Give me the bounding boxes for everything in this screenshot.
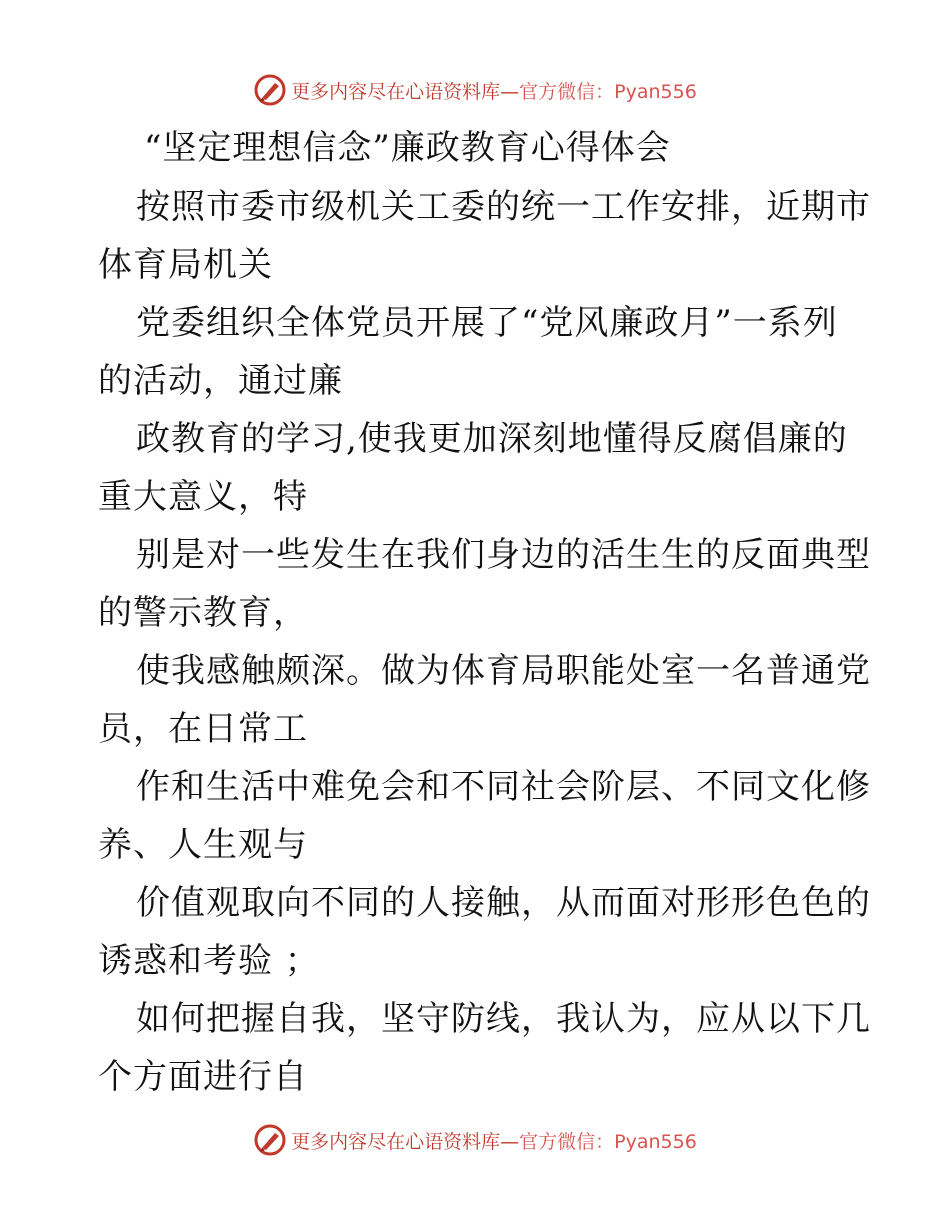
paragraph-line: 诱惑和考验 ； xyxy=(98,941,320,981)
paragraph xyxy=(98,874,871,990)
paragraph-line: 个方面进行自 xyxy=(98,1057,308,1097)
paragraph-line: 的警示教育， xyxy=(98,593,308,633)
paragraph-line: 如何把握自我，坚守防线，我认为，应从以下几 xyxy=(136,999,871,1039)
banner-dash: — xyxy=(500,80,520,103)
paragraph xyxy=(98,294,858,410)
banner-wechat-text: 官方微信：Pyan556 xyxy=(519,80,697,103)
document-title: “坚定理想信念”廉政教育心得体会 xyxy=(144,128,671,168)
paragraph-line: 的活动，通过廉 xyxy=(98,361,343,401)
pen-seal-logo-icon xyxy=(253,73,287,107)
paragraph xyxy=(98,410,858,526)
header-banner xyxy=(0,70,950,110)
paragraph-line: 别是对一些发生在我们身边的活生生的反面典型 xyxy=(136,535,871,575)
banner-main-text: 更多内容尽在心语资料库 xyxy=(291,1130,501,1153)
paragraph-line: 作和生活中难免会和不同社会阶层、不同文化修 xyxy=(136,767,871,807)
paragraph-line: 按照市委市级机关工委的统一工作安排，近期市 xyxy=(136,187,871,227)
banner-dash: — xyxy=(500,1130,520,1153)
paragraph-line: 重大意义，特 xyxy=(98,477,308,517)
paragraph xyxy=(98,642,871,758)
banner-main-text: 更多内容尽在心语资料库 xyxy=(291,80,501,103)
banner-text xyxy=(291,1127,697,1154)
paragraph-line: 政教育的学习,使我更加深刻地懂得反腐倡廉的 xyxy=(136,419,848,459)
paragraph xyxy=(98,526,871,642)
paragraph-line: 养、人生观与 xyxy=(98,825,308,865)
paragraph xyxy=(98,178,871,294)
paragraph xyxy=(98,758,871,874)
paragraph xyxy=(98,990,871,1106)
paragraph-line: 使我感触颇深。做为体育局职能处室一名普通党 xyxy=(136,651,871,691)
paragraph-line: 员，在日常工 xyxy=(98,709,308,749)
document-body xyxy=(98,118,871,1106)
banner-text xyxy=(291,77,697,104)
footer-banner xyxy=(0,1120,950,1160)
paragraph-line: 价值观取向不同的人接触，从而面对形形色色的 xyxy=(136,883,871,923)
banner-wechat-text: 官方微信：Pyan556 xyxy=(519,1130,697,1153)
pen-seal-logo-icon xyxy=(253,1123,287,1157)
paragraph-line: 党委组织全体党员开展了“党风廉政月”一系列 xyxy=(136,303,838,343)
paragraph-line: 体育局机关 xyxy=(98,245,273,285)
